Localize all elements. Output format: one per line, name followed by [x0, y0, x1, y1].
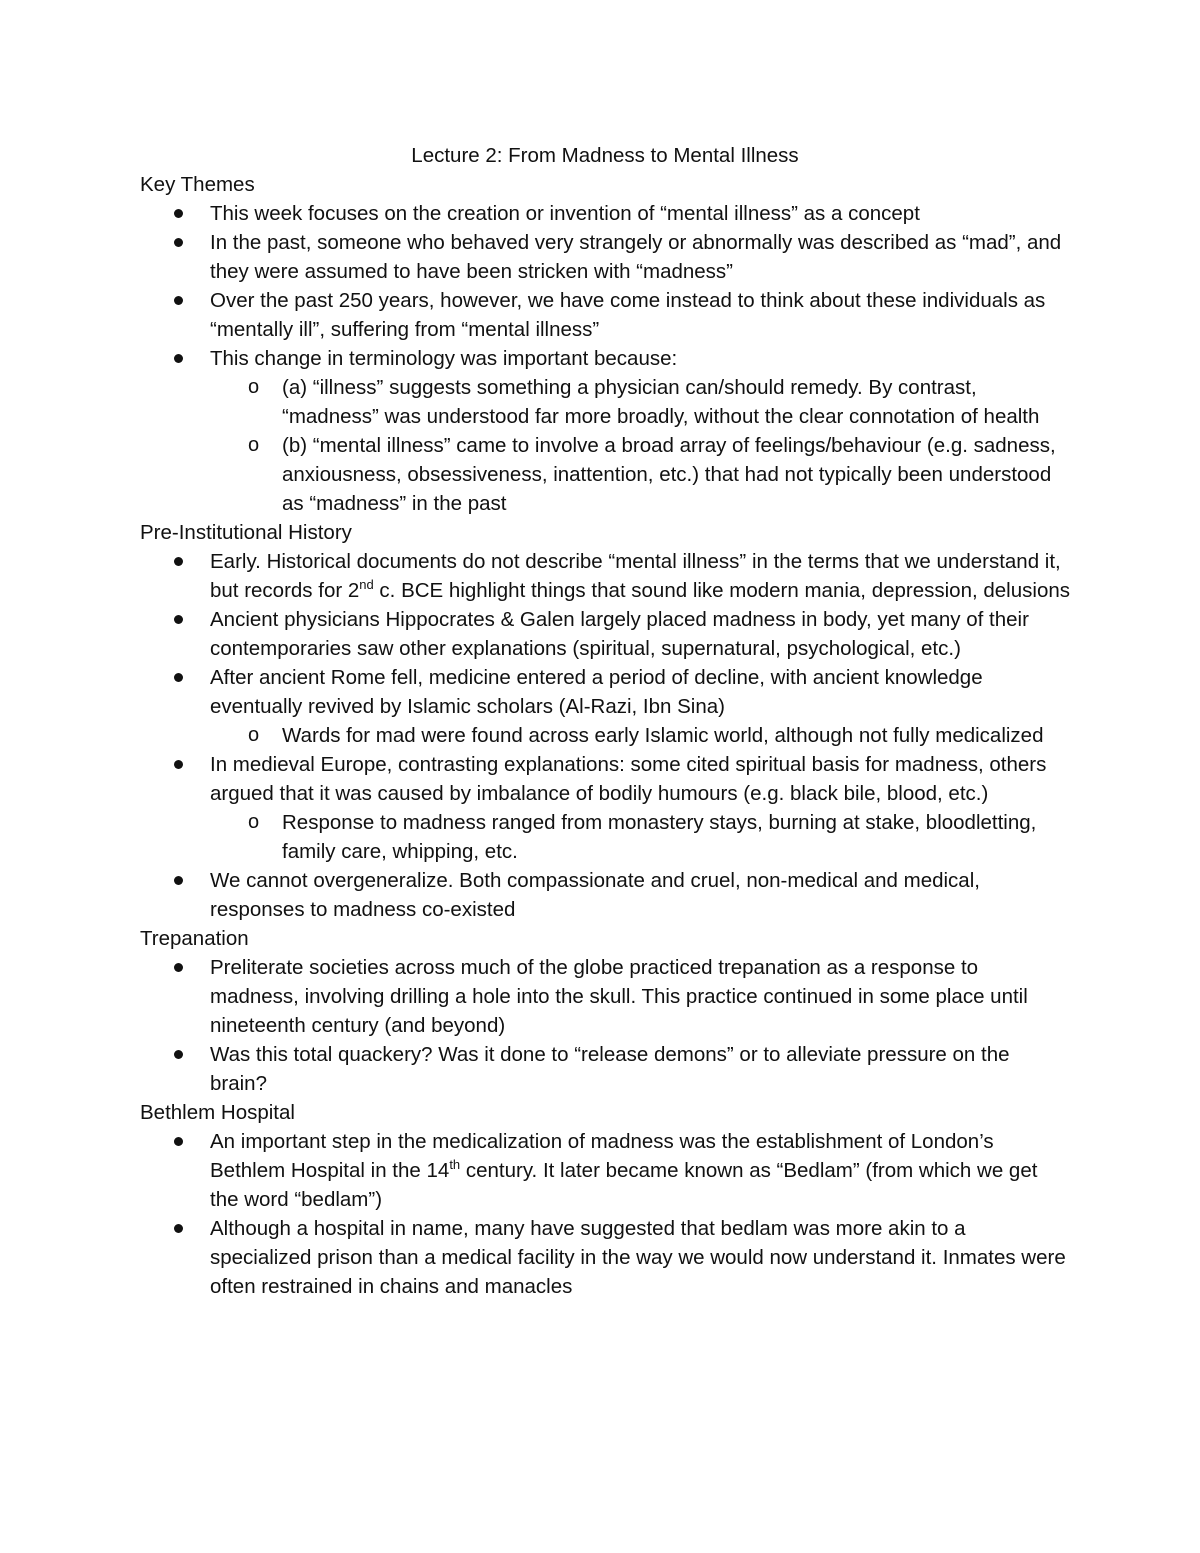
section-heading-key-themes: Key Themes [140, 173, 255, 196]
sub-list [210, 721, 1070, 750]
trepanation-list [140, 953, 1070, 1098]
page-title: Lecture 2: From Madness to Mental Illness [411, 144, 799, 167]
circle-bullet-icon: o [248, 724, 260, 746]
sub-list [210, 373, 1070, 518]
bullet-icon [174, 238, 183, 247]
bullet-icon [174, 615, 183, 624]
bullet-icon [174, 963, 183, 972]
list-item: Over the past 250 years, however, we have come instead to think about these individuals as “mentally ill”, suffering from “mental illness” [140, 286, 1070, 344]
list-item: Ancient physicians Hippocrates & Galen largely placed madness in body, yet many of their contemporaries saw other explanations (spiritual, supernatural, psychological, etc.) [140, 605, 1070, 663]
bullet-icon [174, 557, 183, 566]
list-item: Preliterate societies across much of the globe practiced trepanation as a response to madness, involving drilling a hole into the skull. This practice continued in some place until nineteenth century (and beyond) [140, 953, 1070, 1040]
section-heading-bethlem: Bethlem Hospital [140, 1101, 295, 1124]
list-item: In the past, someone who behaved very strangely or abnormally was described as “mad”, and they were assumed to have been stricken with “madness” [140, 228, 1070, 286]
bullet-icon [174, 760, 183, 769]
key-themes-list [140, 199, 1070, 518]
pre-institutional-list [140, 547, 1070, 924]
bullet-icon [174, 1050, 183, 1059]
bullet-icon [174, 296, 183, 305]
bullet-icon [174, 876, 183, 885]
sub-list-item: o Response to madness ranged from monastery stays, burning at stake, bloodletting, family care, whipping, etc. [210, 808, 1070, 866]
list-item: An important step in the medicalization of madness was the establishment of London’s Bethlem Hospital in the 14th century. It later became known as “Bedlam” (from which we get the word “bedlam”) [140, 1127, 1070, 1214]
list-item: Although a hospital in name, many have suggested that bedlam was more akin to a specialized prison than a medical facility in the way we would now understand it. Inmates were often restrained in chains and manacles [140, 1214, 1070, 1301]
list-item: After ancient Rome fell, medicine entered a period of decline, with ancient knowledge eventually revived by Islamic scholars (Al-Razi, Ibn Sina) o Wards for mad were found across early Islamic world, although not fully medicalized [140, 663, 1070, 750]
list-item: Early. Historical documents do not describe “mental illness” in the terms that we understand it, but records for 2nd c. BCE highlight things that sound like modern mania, depression, delusions [140, 547, 1070, 605]
bullet-icon [174, 1137, 183, 1146]
circle-bullet-icon: o [248, 811, 260, 833]
section-heading-pre-institutional: Pre-Institutional History [140, 521, 352, 544]
sub-list-item: o (b) “mental illness” came to involve a broad array of feelings/behaviour (e.g. sadness, anxiousness, obsessiveness, inattention, etc.) that had not typically been understood as “madness” in the past [210, 431, 1070, 518]
list-item: This change in terminology was important because: o (a) “illness” suggests something a physician can/should remedy. By contrast, “madness” was understood far more broadly, without the clear connotation of health o (b) “mental illness” came to involve a broad array of feelings/behaviour (e.g. sadness, anxiousness, obsessiveness, inattention, etc.) that had not typically been understood as “madness” in the past [140, 344, 1070, 518]
sub-list-item: o (a) “illness” suggests something a physician can/should remedy. By contrast, “madness” was understood far more broadly, without the clear connotation of health [210, 373, 1070, 431]
circle-bullet-icon: o [248, 434, 260, 456]
bullet-icon [174, 1224, 183, 1233]
sub-list [210, 808, 1070, 866]
circle-bullet-icon: o [248, 376, 260, 398]
section-heading-trepanation: Trepanation [140, 927, 249, 950]
list-item: Was this total quackery? Was it done to “release demons” or to alleviate pressure on the brain? [140, 1040, 1070, 1098]
list-item: In medieval Europe, contrasting explanations: some cited spiritual basis for madness, others argued that it was caused by imbalance of bodily humours (e.g. black bile, blood, etc.) o Response to madness ranged from monastery stays, burning at stake, bloodletting, family care, whipping, etc. [140, 750, 1070, 866]
sub-list-item: o Wards for mad were found across early Islamic world, although not fully medicalized [210, 721, 1070, 750]
list-item: This week focuses on the creation or invention of “mental illness” as a concept [140, 199, 1070, 228]
bullet-icon [174, 354, 183, 363]
bethlem-list [140, 1127, 1070, 1301]
bullet-icon [174, 673, 183, 682]
bullet-icon [174, 209, 183, 218]
list-item: We cannot overgeneralize. Both compassionate and cruel, non-medical and medical, responses to madness co-existed [140, 866, 1070, 924]
